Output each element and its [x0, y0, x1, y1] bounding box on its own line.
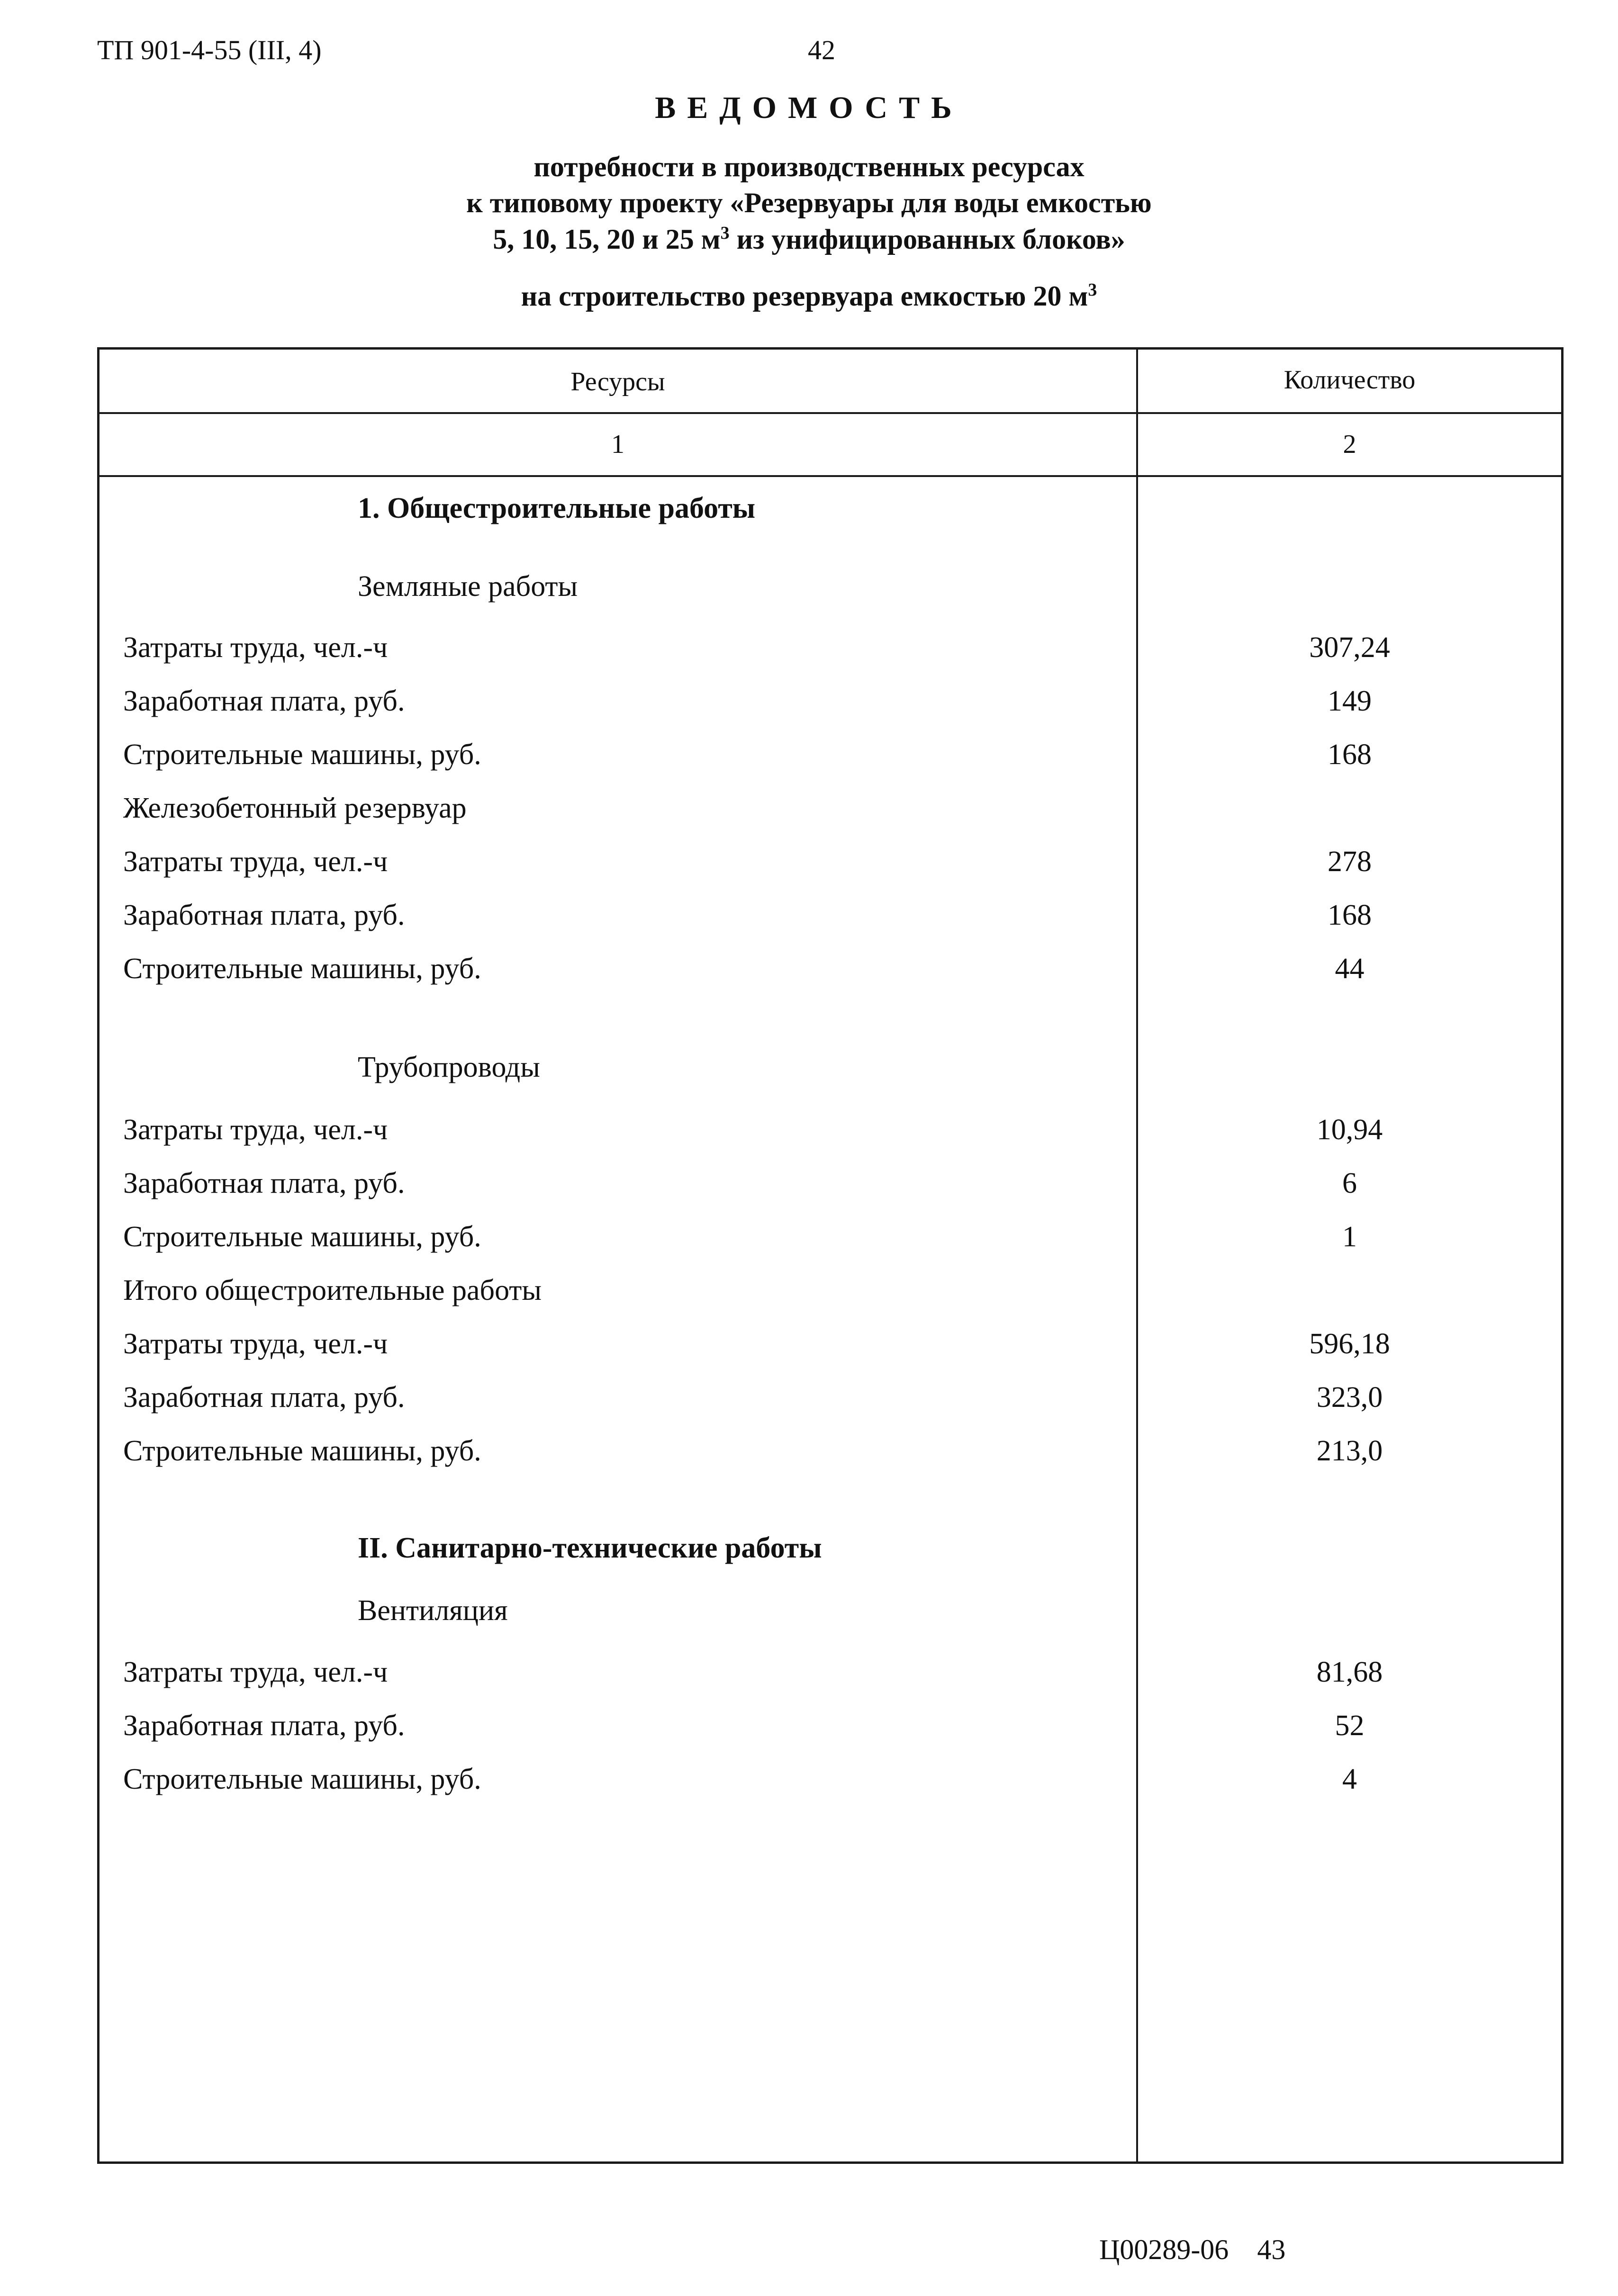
row-value: 323,0: [1316, 1381, 1383, 1414]
row-label: II. Санитарно-технические работы: [358, 1532, 822, 1564]
row-label: Заработная плата, руб.: [123, 1710, 405, 1742]
row-label: Строительные машины, руб.: [123, 1763, 481, 1795]
subtitle-line-3-superscript: 3: [720, 223, 730, 243]
row-value: 44: [1335, 953, 1365, 985]
row-label: Затраты труда, чел.-ч: [123, 1328, 388, 1360]
row-label: Затраты труда, чел.-ч: [123, 631, 388, 664]
row-value: 278: [1328, 846, 1372, 878]
subtitle-line-2: к типовому проекту «Резервуары для воды емкостью: [466, 187, 1152, 218]
row-label: Заработная плата, руб.: [123, 1381, 405, 1414]
row-value: 10,94: [1316, 1114, 1383, 1146]
row-value: 52: [1335, 1710, 1365, 1742]
row-value: 596,18: [1309, 1328, 1390, 1360]
row-label: Вентиляция: [358, 1594, 508, 1627]
row-label: Строительные машины, руб.: [123, 1221, 481, 1253]
row-value: 1: [1342, 1221, 1357, 1253]
subtitle-line-4: [0, 279, 1618, 313]
column-number-1: 1: [611, 430, 624, 459]
row-label: Строительные машины, руб.: [123, 953, 481, 985]
row-label: 1. Общестроительные работы: [358, 492, 756, 524]
column-header-resources: Ресурсы: [570, 367, 665, 396]
row-label: Земляные работы: [358, 570, 578, 603]
column-divider: [1136, 350, 1138, 2161]
page-number: 42: [808, 35, 835, 65]
column-header-quantity: Количество: [1284, 365, 1416, 395]
document-title: ВЕДОМОСТЬ: [655, 90, 963, 125]
subtitle-line-4-superscript: 3: [1088, 280, 1097, 300]
row-value: 6: [1342, 1167, 1357, 1199]
footer-code: Ц00289-06: [1099, 2234, 1229, 2265]
row-label: Заработная плата, руб.: [123, 685, 405, 717]
row-value: 81,68: [1316, 1656, 1383, 1688]
row-value: 213,0: [1316, 1435, 1383, 1467]
document-code: ТП 901-4-55 (III, 4): [97, 35, 322, 65]
subtitle-line-4-main: на строительство резервуара емкостью 20 м: [521, 280, 1088, 312]
subtitle-line-3: [0, 223, 1618, 256]
row-label: Трубопроводы: [358, 1051, 540, 1083]
row-label: Строительные машины, руб.: [123, 738, 481, 771]
footer: [1099, 2233, 1285, 2266]
header-divider: [99, 412, 1561, 414]
row-value: 4: [1342, 1763, 1357, 1795]
row-value: 307,24: [1309, 631, 1390, 664]
subtitle-line-3-main: 5, 10, 15, 20 и 25 м: [493, 224, 721, 255]
row-value: 149: [1328, 685, 1372, 717]
row-label: Строительные машины, руб.: [123, 1435, 481, 1467]
row-value: 168: [1328, 738, 1372, 771]
column-number-2: 2: [1343, 430, 1356, 459]
resources-table: [97, 347, 1564, 2164]
row-value: 168: [1328, 899, 1372, 931]
subtitle-line-1: потребности в производственных ресурсах: [533, 151, 1085, 182]
subtitle-line-3-tail: из унифицированных блоков»: [729, 224, 1125, 255]
row-label: Заработная плата, руб.: [123, 899, 405, 931]
row-label: Затраты труда, чел.-ч: [123, 1114, 388, 1146]
column-number-divider: [99, 475, 1561, 477]
footer-page-number: 43: [1257, 2234, 1286, 2265]
row-label: Железобетонный резервуар: [123, 792, 467, 824]
row-label: Заработная плата, руб.: [123, 1167, 405, 1199]
row-label: Затраты труда, чел.-ч: [123, 846, 388, 878]
row-label: Итого общестроительные работы: [123, 1274, 542, 1306]
row-label: Затраты труда, чел.-ч: [123, 1656, 388, 1688]
